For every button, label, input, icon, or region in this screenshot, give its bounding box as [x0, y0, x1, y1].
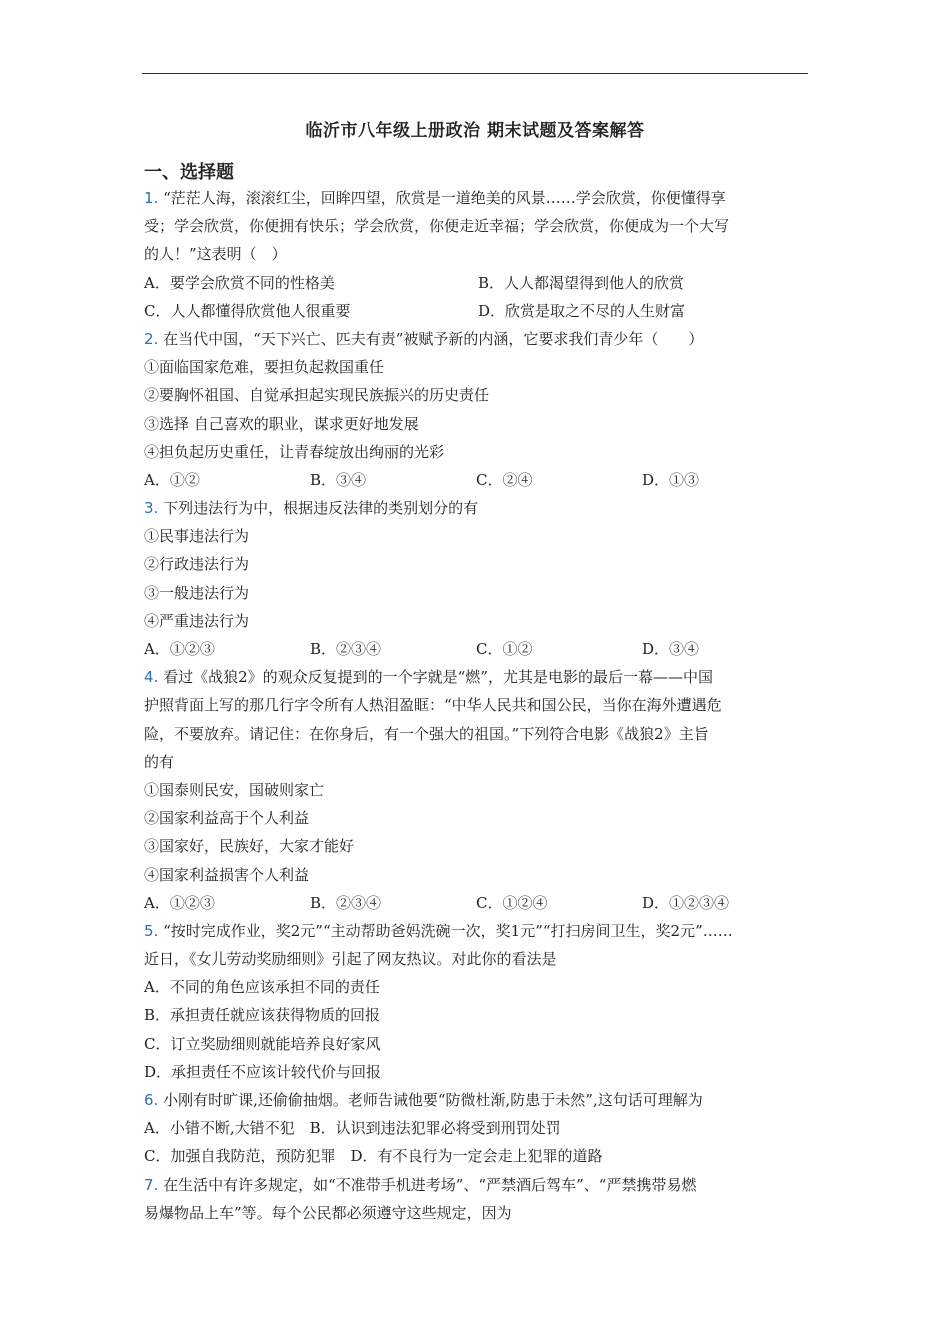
- question-stem: [144, 325, 812, 353]
- question-item: B．承担责任就应该获得物质的回报: [144, 1006, 381, 1025]
- question-item: ③国家好，民族好，大家才能好: [144, 837, 355, 856]
- answer-option[interactable]: B．②③④: [310, 893, 382, 912]
- question-text: 小刚有时旷课,还偷偷抽烟。老师告诫他要“防微杜渐,防患于未然”,这句话可理解为: [163, 1091, 703, 1109]
- question-7: [144, 1171, 812, 1227]
- question-item: ②国家利益高于个人利益: [144, 809, 310, 828]
- answer-option[interactable]: D．①③: [642, 470, 700, 489]
- question-number: 1.: [144, 189, 159, 207]
- question-number: 5.: [144, 921, 159, 940]
- question-text: 看过《战狼2》的观众反复提到的一个字就是“燃”，尤其是电影的最后一幕——中国: [163, 668, 713, 687]
- question-text: “按时完成作业，奖2元”“主动帮助爸妈洗碗一次，奖1元”“打扫房间卫生，奖2元”……: [163, 921, 733, 940]
- question-stem-continued: [144, 1199, 812, 1227]
- question-stem: [144, 494, 812, 522]
- question-text: “茫茫人海，滚滚红尘，回眸四望，欣赏是一道绝美的风景……学会欣赏，你便懂得享: [163, 189, 726, 207]
- question-list: [144, 158, 812, 1227]
- question-number: 3.: [144, 499, 159, 518]
- question-5: [144, 917, 812, 1086]
- question-item: ①面临国家危难，要担负起救国重任: [144, 358, 385, 377]
- answer-option[interactable]: A．①②③: [144, 893, 215, 912]
- answer-option[interactable]: A．①②③: [144, 640, 215, 658]
- question-item: C．订立奖励细则就能培养良好家风: [144, 1034, 381, 1053]
- answer-option[interactable]: B．③④: [310, 470, 367, 489]
- answer-option[interactable]: D．③④: [642, 640, 700, 658]
- question-number: 2.: [144, 329, 159, 348]
- question-number: 7.: [144, 1175, 159, 1194]
- question-number: 6.: [144, 1091, 159, 1109]
- document-title: 临沂市八年级上册政治 期末试题及答案解答: [305, 121, 645, 141]
- question-item: ①国泰则民安，国破则家亡: [144, 780, 325, 799]
- question-text: 受；学会欣赏，你便拥有快乐；学会欣赏，你便走近幸福；学会欣赏，你便成为一个大写: [144, 217, 730, 236]
- answer-option[interactable]: B．②③④: [310, 640, 382, 658]
- answer-options-row: [144, 297, 812, 325]
- question-item: ④国家利益损害个人利益: [144, 865, 310, 884]
- question-item: D．承担责任不应该计较代价与回报: [144, 1062, 382, 1081]
- answer-options-row: [144, 889, 812, 917]
- question-item: ②行政违法行为: [144, 555, 250, 574]
- question-stem-continued: [144, 212, 812, 240]
- question-item: C．加强自我防范，预防犯罪 D．有不良行为一定会走上犯罪的道路: [144, 1147, 603, 1166]
- question-item: ①民事违法行为: [144, 527, 250, 546]
- question-item: A．不同的角色应该承担不同的责任: [144, 978, 380, 997]
- question-stem: [144, 1171, 812, 1199]
- question-stem: [144, 1086, 812, 1114]
- answer-option[interactable]: C．①②④: [476, 893, 548, 912]
- answer-option[interactable]: C．人人都懂得欣赏他人很重要: [144, 301, 351, 320]
- question-6: [144, 1086, 812, 1171]
- answer-options-row: [144, 269, 812, 297]
- question-stem-continued: [144, 748, 812, 776]
- question-text: 在当代中国，“天下兴亡、匹夫有责”被赋予新的内涵，它要求我们青少年（ ）: [163, 329, 704, 348]
- question-text: 险，不要放弃。请记住：在你身后，有一个强大的祖国。”下列符合电影《战狼2》主旨: [144, 724, 709, 743]
- answer-option[interactable]: D．欣赏是取之不尽的人生财富: [478, 301, 686, 320]
- answer-option[interactable]: C．②④: [476, 470, 533, 489]
- answer-options-row: [144, 466, 812, 494]
- question-stem-continued: [144, 240, 812, 268]
- answer-option[interactable]: D．①②③④: [642, 893, 730, 912]
- question-stem-continued: [144, 691, 812, 719]
- question-item: ④担负起历史重任，让青春绽放出绚丽的光彩: [144, 442, 445, 461]
- question-text: 的人！”这表明（ ）: [144, 245, 287, 264]
- question-text: 护照背面上写的那几行字令所有人热泪盈眶：“中华人民共和国公民，当你在海外遭遇危: [144, 696, 722, 715]
- question-item: ④严重违法行为: [144, 611, 250, 630]
- question-2: [144, 325, 812, 494]
- question-item: ③一般违法行为: [144, 583, 250, 602]
- question-stem-continued: [144, 945, 812, 973]
- question-item: ②要胸怀祖国、自觉承担起实现民族振兴的历史责任: [144, 386, 490, 405]
- question-stem-continued: [144, 720, 812, 748]
- header-rule: [142, 73, 808, 74]
- answer-option[interactable]: C．①②: [476, 640, 533, 658]
- section-heading: 一、选择题: [144, 162, 234, 183]
- question-text: 易爆物品上车”等。每个公民都必须遵守这些规定，因为: [144, 1203, 512, 1222]
- question-stem: [144, 663, 812, 691]
- answer-options-row: [144, 635, 812, 663]
- answer-option[interactable]: A．要学会欣赏不同的性格美: [144, 273, 335, 292]
- question-3: [144, 494, 812, 663]
- question-stem: [144, 917, 812, 945]
- question-item: A．小错不断,大错不犯 B．认识到违法犯罪必将受到刑罚处罚: [144, 1119, 561, 1138]
- question-text: 近日，《女儿劳动奖励细则》引起了网友热议。对此你的看法是: [144, 950, 557, 969]
- questions-container: [144, 184, 812, 1227]
- question-item: ③选择 自己喜欢的职业，谋求更好地发展: [144, 414, 419, 433]
- question-4: [144, 663, 812, 917]
- question-stem: [144, 184, 812, 212]
- question-1: [144, 184, 812, 325]
- question-text: 在生活中有许多规定，如“不准带手机进考场”、“严禁酒后驾车”、“严禁携带易燃: [163, 1175, 697, 1194]
- answer-option[interactable]: A．①②: [144, 470, 200, 489]
- answer-option[interactable]: B．人人都渴望得到他人的欣赏: [478, 273, 685, 292]
- question-text: 下列违法行为中，根据违反法律的类别划分的有: [163, 499, 479, 518]
- question-text: 的有: [144, 752, 175, 771]
- question-number: 4.: [144, 668, 159, 687]
